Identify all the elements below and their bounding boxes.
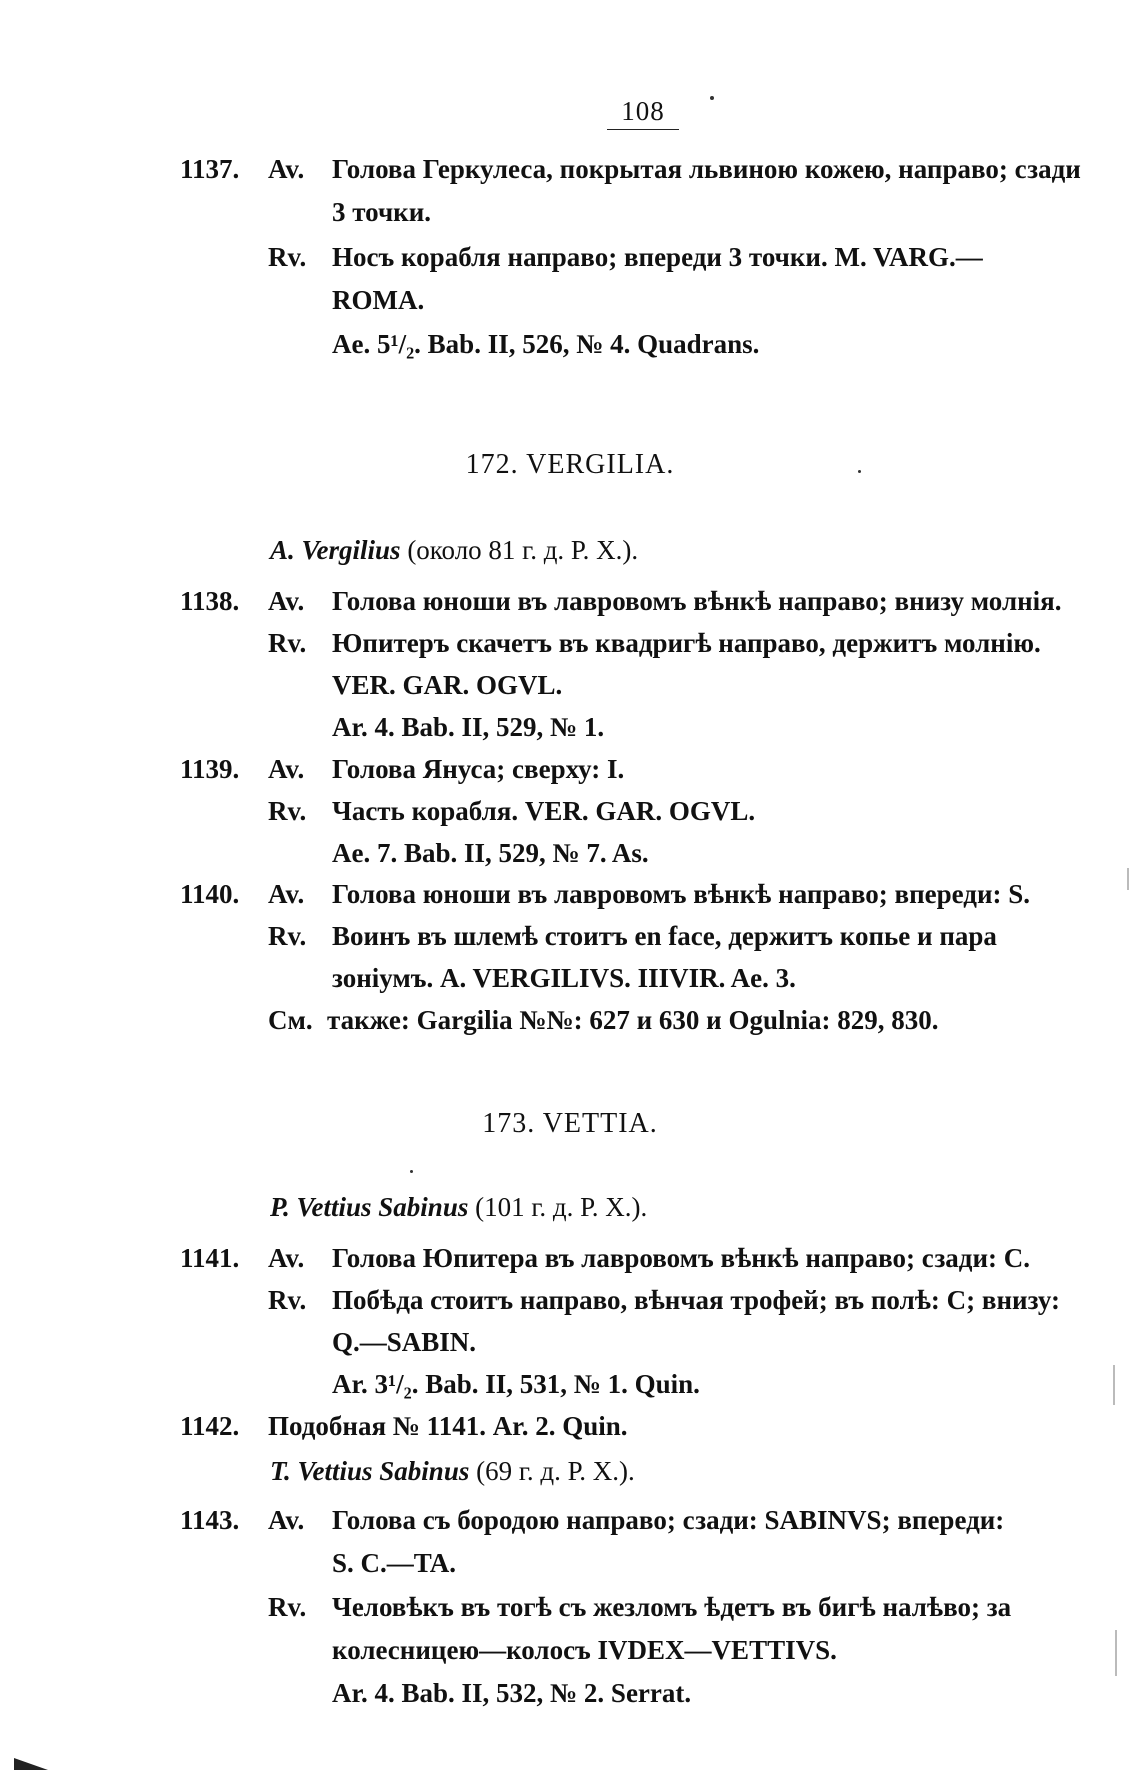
obverse-label: Av. [268,754,305,784]
subtitle-prefix: T. [270,1456,291,1486]
catalog-note: Ar. 3¹/₂. Bab. II, 531, № 1. Quin. [332,1369,700,1399]
subtitle-name: Vettius Sabinus [296,1192,469,1222]
obverse-text: Голова юноши въ лавровомъ вѣнкѣ направо; внизу молнія. [332,586,1062,616]
reverse-label: Rv. [268,1285,307,1315]
reverse-text-cont: колесницею—колосъ IVDEX—VETTIVS. [332,1635,837,1665]
obverse-label: Av. [268,879,305,909]
entry-number: 1141. [180,1243,240,1273]
entry-number: 1140. [180,879,240,909]
margin-mark [1113,1365,1115,1405]
print-speck [410,1170,413,1173]
section-heading-173: 173. VETTIA. [482,1108,658,1139]
reverse-text: Воинъ въ шлемѣ стоитъ en face, держитъ копье и пара [332,921,997,951]
catalog-note: Ar. 4. Bab. II, 532, № 2. Serrat. [332,1678,692,1708]
subtitle-prefix: P. [270,1192,290,1222]
obverse-label: Av. [268,1505,305,1535]
obverse-text-cont: 3 точки. [332,197,432,227]
moneyer-subtitle-t-vettius [270,1454,635,1488]
obverse-text: Голова Геркулеса, покрытая львиною кожею, направо; сзади [332,154,1081,184]
obverse-text: Голова Януса; сверху: I. [332,754,625,784]
reverse-text-cont: Q.—SABIN. [332,1327,477,1357]
reverse-text-cont: зоніумъ. A. VERGILIVS. IIIVIR. Ae. 3. [332,963,796,993]
reverse-label: Rv. [268,921,307,951]
obverse-text: Голова съ бородою направо; сзади: SABINVS; впереди: [332,1505,1005,1535]
reverse-text-cont: ROMA. [332,285,425,315]
obverse-label: Av. [268,154,305,184]
obverse-text: Голова Юпитера въ лавровомъ вѣнкѣ направо; сзади: C. [332,1243,1030,1273]
reverse-text: Человѣкъ въ тогѣ съ жезломъ ѣдетъ въ бигѣ налѣво; за [332,1592,1012,1622]
subtitle-name: Vergilius [301,535,401,565]
reverse-text: Носъ корабля направо; впереди 3 точки. M. VARG.— [332,242,983,272]
obverse-text: Голова юноши въ лавровомъ вѣнкѣ направо; впереди: S. [332,879,1031,909]
obverse-label: Av. [268,1243,305,1273]
reverse-label: Rv. [268,1592,307,1622]
entry-text: Подобная № 1141. Ar. 2. Quin. [268,1411,628,1441]
reverse-text: Юпитеръ скачетъ въ квадригѣ направо, держитъ молнію. [332,628,1041,658]
catalog-note: Ar. 4. Bab. II, 529, № 1. [332,712,605,742]
entry-number: 1142. [180,1411,240,1441]
see-also-text: также: Gargilia №№: 627 и 630 и Ogulnia: 829, 830. [327,1005,939,1035]
page-number: 108 [607,96,679,130]
catalog-note: Ae. 7. Bab. II, 529, № 7. As. [332,838,649,868]
moneyer-subtitle-p-vettius [270,1190,647,1224]
catalog-note: Ae. 5¹/₂. Bab. II, 526, № 4. Quadrans. [332,329,760,359]
subtitle-date: (около 81 г. д. Р. Х.). [407,535,639,565]
subtitle-date: (69 г. д. Р. Х.). [476,1456,635,1486]
entry-number: 1139. [180,754,240,784]
margin-mark [1115,1630,1117,1676]
entry-number: 1138. [180,586,240,616]
subtitle-date: (101 г. д. Р. Х.). [475,1192,648,1222]
moneyer-subtitle-vergilius [270,533,638,567]
print-speck [858,470,861,473]
section-heading-172: 172. VERGILIA. [465,449,675,480]
margin-mark [1127,868,1129,890]
reverse-text: Побѣда стоитъ направо, вѣнчая трофей; въ полѣ: C; внизу: [332,1285,1061,1315]
reverse-label: Rv. [268,242,307,272]
page-corner-mark [14,1758,48,1770]
obverse-label: Av. [268,586,305,616]
entry-number: 1137. [180,154,240,184]
entry-number: 1143. [180,1505,240,1535]
reverse-label: Rv. [268,628,307,658]
reverse-text-cont: VER. GAR. OGVL. [332,670,563,700]
see-also-label: См. [268,1005,313,1035]
subtitle-prefix: A. [270,535,295,565]
subtitle-name: Vettius Sabinus [297,1456,470,1486]
obverse-text-cont: S. C.—TA. [332,1548,457,1578]
reverse-label: Rv. [268,796,307,826]
print-speck [710,96,714,100]
reverse-text: Часть корабля. VER. GAR. OGVL. [332,796,756,826]
